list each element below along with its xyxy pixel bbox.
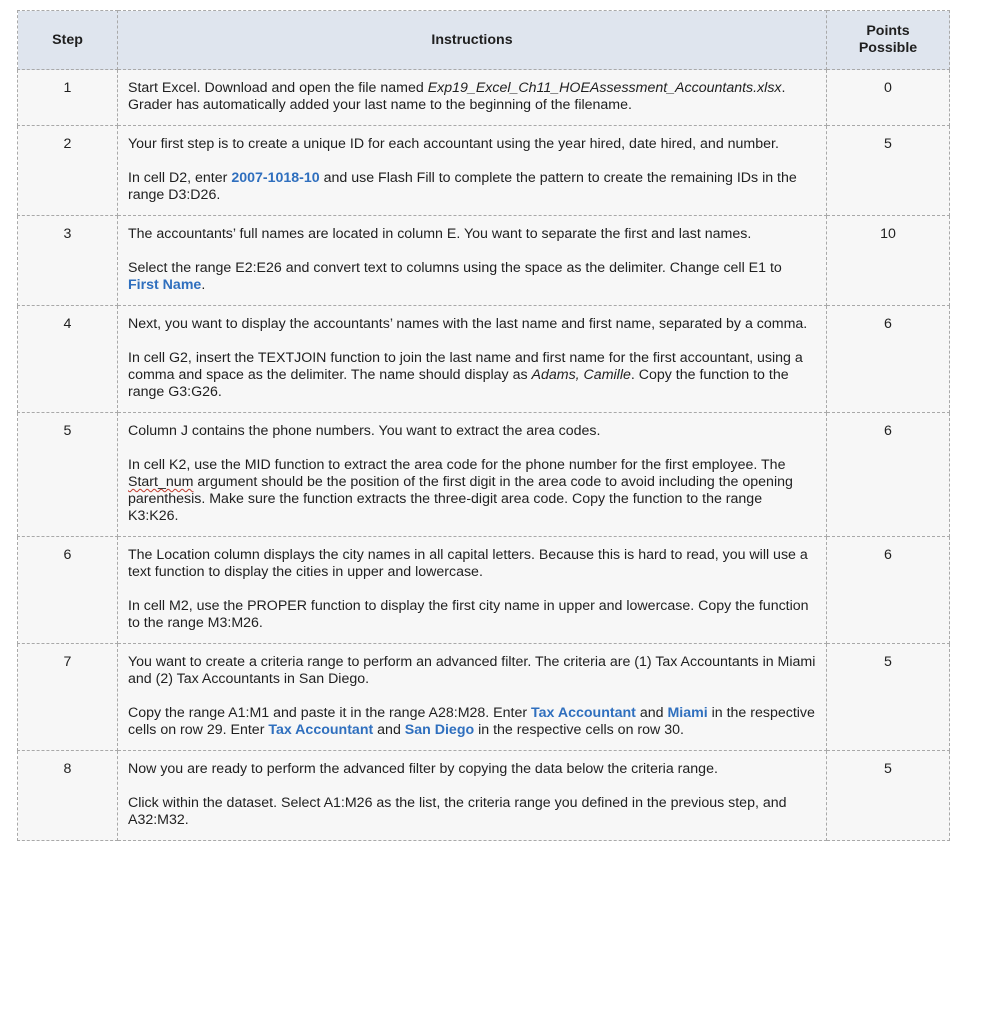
instruction-cell	[118, 70, 827, 126]
step-number: 1	[18, 70, 118, 126]
instruction-cell	[118, 306, 827, 413]
text-span: In cell D2, enter	[128, 170, 232, 186]
step-number: 8	[18, 751, 118, 841]
text-span: . Copy the function to the range G3:G26.	[128, 367, 789, 400]
instruction-paragraph: Your first step is to create a unique ID for each accountant using the year hired, date hired, and number.	[128, 136, 779, 152]
text-span: and	[373, 722, 405, 738]
instruction-paragraph: Now you are ready to perform the advanced filter by copying the data below the criteria range.	[128, 761, 718, 777]
instruction-cell	[118, 751, 827, 841]
instruction-paragraph	[128, 705, 816, 739]
table-row	[18, 216, 950, 306]
instruction-paragraph: The accountants’ full names are located in column E. You want to separate the first and last names.	[128, 226, 752, 242]
text-span: in the respective cells on row 30.	[474, 722, 684, 738]
highlight-value: San Diego	[404, 722, 475, 738]
text-span: In cell K2, use the MID function to extract the area code for the phone number for the first employee. The	[128, 457, 786, 473]
instruction-paragraph	[128, 80, 816, 114]
table-row	[18, 70, 950, 126]
points-value: 6	[827, 306, 950, 413]
instruction-cell	[118, 537, 827, 644]
instruction-paragraph	[128, 260, 816, 294]
step-number: 4	[18, 306, 118, 413]
step-header: Step	[18, 11, 118, 70]
points-value: 10	[827, 216, 950, 306]
points-value: 6	[827, 413, 950, 537]
text-span: .	[201, 277, 206, 293]
text-span: and use Flash Fill to complete the pattern to create the remaining IDs in the range D3:D26.	[128, 170, 797, 203]
instruction-paragraph: You want to create a criteria range to perform an advanced filter. The criteria are (1) Tax Accountants in Miami and (2) Tax Accountants in San Diego.	[128, 654, 816, 687]
table-row	[18, 644, 950, 751]
highlight-value: Tax Accountant	[268, 722, 374, 738]
table-row	[18, 306, 950, 413]
instruction-paragraph: Click within the dataset. Select A1:M26 as the list, the criteria range you defined in the previous step, and A32:M32.	[128, 795, 787, 828]
text-span: Select the range E2:E26 and convert text to columns using the space as the delimiter. Change cell E1 to	[128, 260, 782, 276]
instructions-table-container	[17, 10, 949, 841]
instruction-paragraph	[128, 170, 816, 204]
instruction-cell	[118, 216, 827, 306]
points-header	[827, 11, 950, 70]
text-span: Copy the range A1:M1 and paste it in the range A28:M28. Enter	[128, 705, 532, 721]
points-value: 5	[827, 126, 950, 216]
instruction-paragraph: The Location column displays the city names in all capital letters. Because this is hard to read, you will use a text function to display the cities in upper and lowercase.	[128, 547, 808, 580]
instruction-paragraph: Next, you want to display the accountants’ names with the last name and first name, separated by a comma.	[128, 316, 808, 332]
text-span: argument should be the position of the first digit in the area code to avoid including the opening parenthesis. Make sure the function extracts the three-digit area code. Copy the function to the range K3:K26.	[128, 474, 793, 524]
step-number: 5	[18, 413, 118, 537]
table-row	[18, 537, 950, 644]
highlight-value: Tax Accountant	[531, 705, 636, 721]
text-span: Start Excel. Download and open the file named	[128, 80, 428, 96]
text-span: and	[635, 705, 668, 721]
highlight-value: 2007-1018-10	[231, 170, 320, 186]
instruction-cell	[118, 413, 827, 537]
text-span: . Grader has automatically added your last name to the beginning of the filename.	[128, 80, 786, 113]
text-span: in the respective cells on row 29. Enter	[128, 705, 815, 738]
highlight-value: First Name	[128, 277, 202, 293]
step-number: 2	[18, 126, 118, 216]
instruction-cell	[118, 126, 827, 216]
table-row	[18, 413, 950, 537]
highlight-value: Miami	[667, 705, 708, 721]
step-number: 7	[18, 644, 118, 751]
filename: Exp19_Excel_Ch11_HOEAssessment_Accountants.xlsx	[427, 80, 782, 96]
points-header-line2: Possible	[858, 40, 918, 56]
instruction-cell	[118, 644, 827, 751]
spellcheck-word: Start_num	[128, 474, 194, 490]
instruction-paragraph	[128, 350, 816, 401]
table-row	[18, 126, 950, 216]
table-row	[18, 751, 950, 841]
instruction-paragraph: Column J contains the phone numbers. You want to extract the area codes.	[128, 423, 601, 439]
instruction-paragraph: In cell M2, use the PROPER function to display the first city name in upper and lowercase. Copy the function to the range M3:M26.	[128, 598, 809, 631]
text-span: In cell G2, insert the TEXTJOIN function to join the last name and first name for the first accountant, using a comma and space as the delimiter. The name should display as	[128, 350, 803, 383]
header-row	[18, 11, 950, 70]
points-value: 5	[827, 644, 950, 751]
points-value: 5	[827, 751, 950, 841]
points-value: 6	[827, 537, 950, 644]
points-value: 0	[827, 70, 950, 126]
example-name: Adams, Camille	[531, 367, 631, 383]
points-header-line1: Points	[866, 23, 910, 39]
instructions-header: Instructions	[118, 11, 827, 70]
step-number: 3	[18, 216, 118, 306]
step-number: 6	[18, 537, 118, 644]
instructions-table	[17, 10, 950, 841]
instruction-paragraph	[128, 457, 816, 525]
